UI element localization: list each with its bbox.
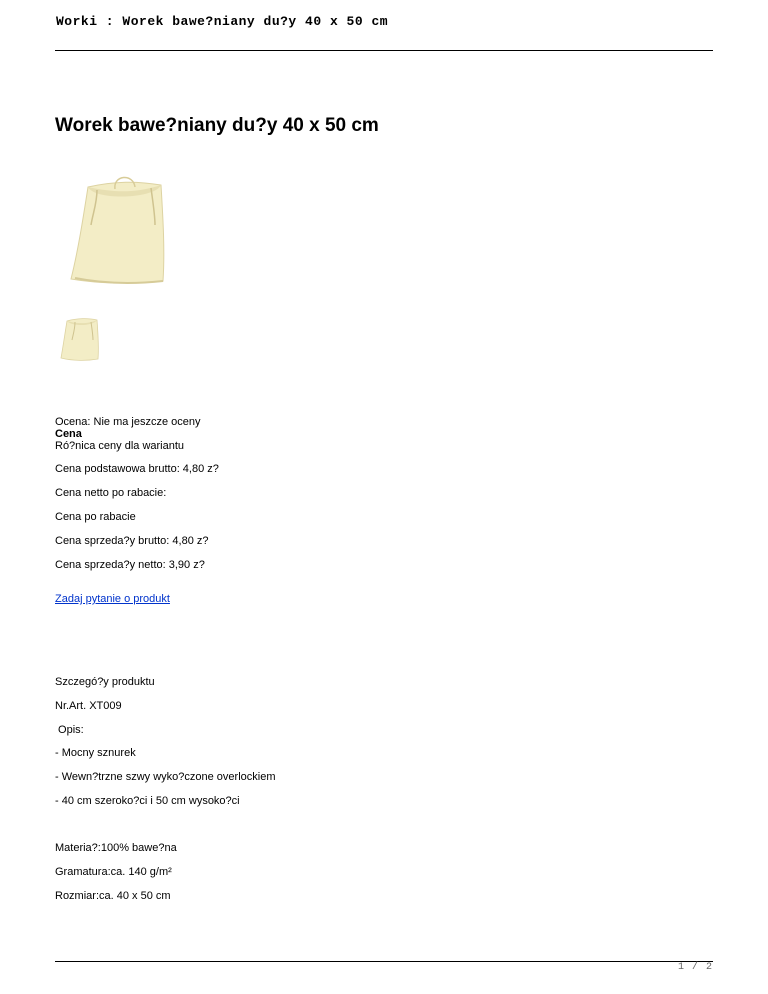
document-header-title: Worki : Worek bawe?niany du?y 40 x 50 cm <box>56 14 389 29</box>
sale-gross-price: Cena sprzeda?y brutto: 4,80 z? <box>55 535 209 547</box>
page-number: 1 / 2 <box>677 962 713 973</box>
weight-text: Gramatura:ca. 140 g/m² <box>55 866 172 878</box>
price-after-discount: Cena po rabacie <box>55 511 136 523</box>
net-after-discount: Cena netto po rabacie: <box>55 487 167 499</box>
sale-net-price: Cena sprzeda?y netto: 3,90 z? <box>55 559 205 571</box>
article-number: Nr.Art. XT009 <box>55 700 122 712</box>
variant-price-diff: Ró?nica ceny dla wariantu <box>55 440 185 452</box>
product-details-heading: Szczegó?y produktu <box>55 676 155 688</box>
description-label: Opis: <box>55 724 84 736</box>
footer-divider <box>55 961 713 962</box>
base-gross-price: Cena podstawowa brutto: 4,80 z? <box>55 463 219 475</box>
product-image[interactable] <box>55 163 185 293</box>
size-text: Rozmiar:ca. 40 x 50 cm <box>55 890 171 902</box>
description-bullet: - Wewn?trzne szwy wyko?czone overlockiem <box>55 771 276 783</box>
product-thumbnail[interactable] <box>57 313 103 363</box>
header-divider <box>55 50 713 51</box>
material-text: Materia?:100% bawe?na <box>55 842 177 854</box>
description-bullet: - 40 cm szeroko?ci i 50 cm wysoko?ci <box>55 795 240 807</box>
price-heading: Cena <box>55 428 82 440</box>
rating-text: Ocena: Nie ma jeszcze oceny <box>55 416 201 428</box>
description-bullet: - Mocny sznurek <box>55 747 136 759</box>
ask-question-link[interactable]: Zadaj pytanie o produkt <box>55 593 170 605</box>
page-title: Worek bawe?niany du?y 40 x 50 cm <box>55 115 379 136</box>
